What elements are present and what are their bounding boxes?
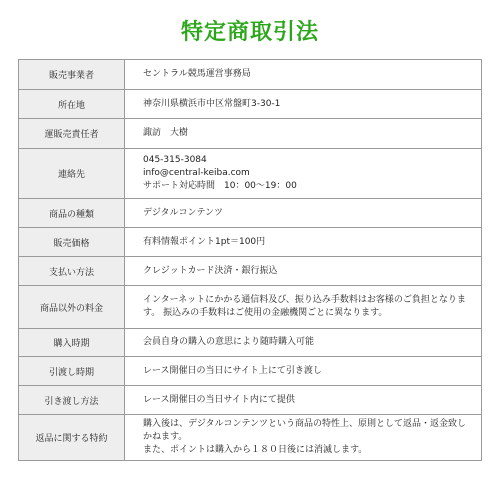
row-label-other-fees: 商品以外の料金 <box>19 286 125 329</box>
table-row <box>19 149 482 199</box>
row-value-price <box>125 228 482 257</box>
row-value-returns <box>125 415 482 461</box>
row-value-delivery-method <box>125 386 482 415</box>
value-line: 諏訪 大樹 <box>143 128 189 138</box>
row-value-manager <box>125 119 482 149</box>
table-row <box>19 415 482 461</box>
page-title: 特定商取引法 <box>180 20 319 45</box>
table-row <box>19 286 482 329</box>
row-label-purchase-timing: 購入時期 <box>19 329 125 357</box>
row-value-delivery-timing <box>125 357 482 386</box>
row-label-contact: 連絡先 <box>19 149 125 199</box>
value-text: 購入後は、デジタルコンテンツという商品の特性上、原則として返品・返金致しかねます。 <box>143 419 467 442</box>
table-row <box>19 90 482 119</box>
row-value-purchase-timing <box>125 329 482 357</box>
row-value-seller <box>125 60 482 90</box>
row-value-product-type <box>125 199 482 228</box>
value-line: クレジットカード決済・銀行振込 <box>143 265 278 276</box>
row-value-payment <box>125 257 482 286</box>
table-row <box>19 329 482 357</box>
row-label-price: 販売価格 <box>19 228 125 257</box>
value-line: 会員自身の購入の意思により随時購入可能 <box>143 337 315 347</box>
row-value-contact <box>125 149 482 199</box>
row-label-delivery-method: 引き渡し方法 <box>19 386 125 415</box>
row-label-address: 所在地 <box>19 90 125 119</box>
table-row <box>19 119 482 149</box>
support-hours: サポート対応時間 10：00～19：00 <box>143 181 297 191</box>
row-label-product-type: 商品の種類 <box>19 199 125 228</box>
value-line: 有料情報ポイント1pt＝100円 <box>143 236 266 247</box>
value-line: セントラル競馬運営事務局 <box>143 69 251 79</box>
row-label-returns: 返品に関する特約 <box>19 415 125 461</box>
value-text: インターネットにかかる通信料及び、振り込み手数料はお客様のご負担となります。 振込みの手数料はご使用の金融機関ごとに異なります。 <box>143 295 466 318</box>
row-value-address <box>125 90 482 119</box>
table-row <box>19 60 482 90</box>
value-text: また、ポイントは購入から１８０日後には消滅します。 <box>143 445 368 455</box>
phone-number: 045-315-3084 <box>143 155 207 165</box>
row-label-delivery-timing: 引渡し時期 <box>19 357 125 386</box>
table-row <box>19 199 482 228</box>
row-value-other-fees <box>125 286 482 329</box>
table-row <box>19 228 482 257</box>
value-line: レース開催日の当日サイト内にて提供 <box>143 394 295 405</box>
value-line: 神奈川県横浜市中区常盤町3-30-1 <box>143 98 281 109</box>
legal-info-table <box>18 59 482 461</box>
table-row <box>19 357 482 386</box>
row-label-payment: 支払い方法 <box>19 257 125 286</box>
row-label-manager: 運販売責任者 <box>19 119 125 149</box>
email-address: info@central-keiba.com <box>143 168 250 178</box>
value-line: デジタルコンテンツ <box>143 207 224 218</box>
row-label-seller: 販売事業者 <box>19 60 125 90</box>
table-row <box>19 386 482 415</box>
table-row <box>19 257 482 286</box>
value-line: レース開催日の当日にサイト上にて引き渡し <box>143 365 322 376</box>
